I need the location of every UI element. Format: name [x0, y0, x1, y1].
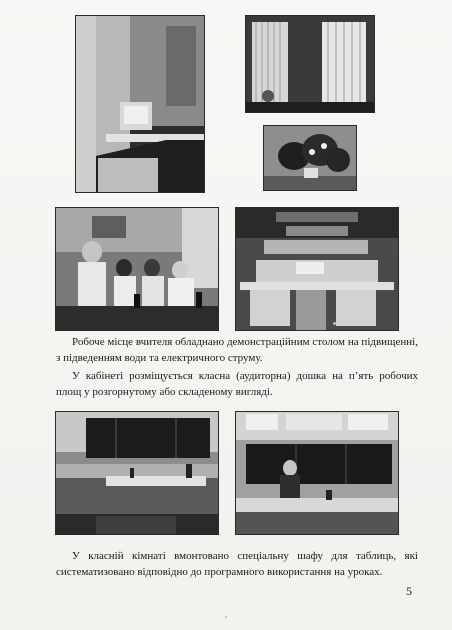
- paragraph-1-text: Робоче місце вчителя обладнано демонстраційним столом на підвищенні, з підведенням води та електричного струму.: [56, 336, 418, 364]
- paragraph-3-text: У класній кімнаті вмонтовано спеціальну шафу для таблиць, які систематизовано відповідно до програмного використання на уроках.: [56, 550, 418, 578]
- blackboard-classroom-photo: [56, 412, 218, 534]
- paragraph-classroom-board: [56, 368, 418, 400]
- paragraph-2-text: У кабінеті розміщується класна (аудиторна) дошка на п’ять робочих площ у розгорнутому або складеному вигляді.: [56, 370, 418, 398]
- teacher-workstation-photo: [76, 16, 204, 192]
- page-number: 5: [406, 584, 412, 598]
- houseplants-photo: [264, 126, 356, 190]
- paragraph-tables-cabinet: [56, 548, 418, 580]
- teacher-board-photo: [236, 412, 398, 534]
- paragraph-teacher-workstation: [56, 334, 418, 366]
- classroom-desks-photo: [236, 208, 398, 330]
- classroom-windows-photo: [246, 16, 374, 112]
- paper-speck: [333, 322, 336, 325]
- students-lab-photo: [56, 208, 218, 330]
- paper-speck: [225, 616, 227, 618]
